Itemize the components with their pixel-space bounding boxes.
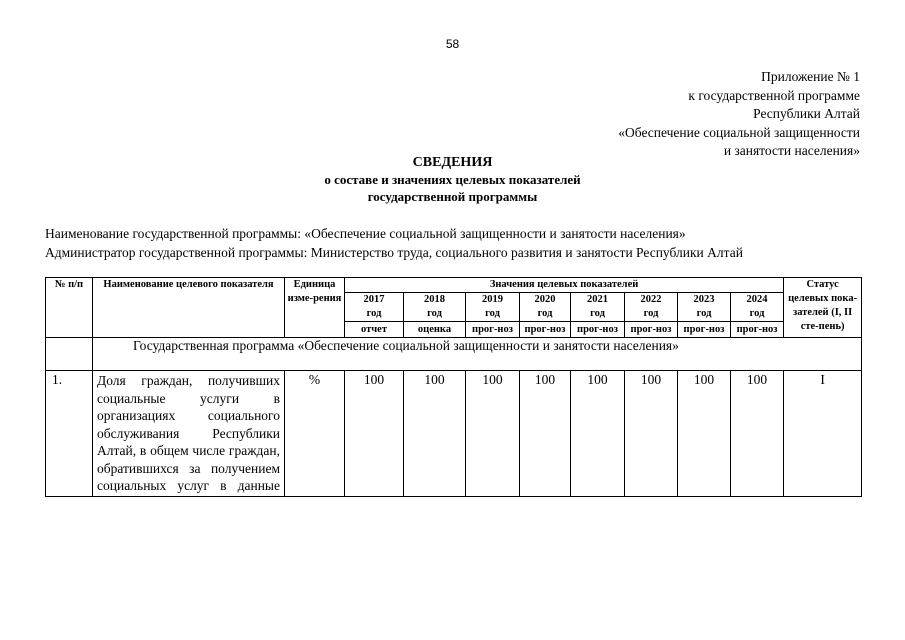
header-values-group: Значения целевых показателей: [345, 278, 784, 293]
appendix-line: Приложение № 1: [761, 69, 860, 84]
program-row: [46, 338, 862, 371]
program-meta: [45, 225, 743, 262]
header-year: 2019 год прог-ноз: [466, 293, 520, 338]
row-indicator-name: Доля граждан, получивших социальные услуги в организациях социального обслуживания Республики Алтай, в общем числе граждан, обратившихся за получением социальных услуг в данные: [93, 371, 285, 497]
row-status: I: [784, 371, 862, 497]
appendix-note: [618, 68, 860, 161]
appendix-line: к государственной программе: [688, 87, 860, 103]
row-value: 100: [731, 371, 784, 497]
header-year: 2023 год прог-ноз: [678, 293, 731, 338]
header-number: № п/п: [46, 278, 93, 338]
header-unit: Единица изме-рения: [285, 278, 345, 338]
appendix-line: и занятости населения»: [723, 143, 860, 158]
indicators-table: [45, 277, 862, 497]
header-year: 2018 год оценка: [404, 293, 466, 338]
header-year: 2020 год прог-ноз: [520, 293, 571, 338]
table-row: [46, 371, 862, 497]
document-title: [0, 154, 905, 205]
row-value: 100: [678, 371, 731, 497]
header-name: Наименование целевого показателя: [93, 278, 285, 338]
row-value: 100: [345, 371, 404, 497]
program-row-spacer: [46, 338, 93, 371]
row-value: 100: [404, 371, 466, 497]
header-status: Статус целевых пока-зателей (I, II сте-пень): [784, 278, 862, 338]
title-line-2: о составе и значениях целевых показателей: [324, 172, 581, 187]
header-year: 2017 год отчет: [345, 293, 404, 338]
row-unit: %: [285, 371, 345, 497]
row-value: 100: [571, 371, 625, 497]
row-value: 100: [520, 371, 571, 497]
header-year: 2024 год прог-ноз: [731, 293, 784, 338]
title-main: СВЕДЕНИЯ: [412, 155, 493, 170]
header-year: 2022 год прог-ноз: [625, 293, 678, 338]
appendix-line: «Обеспечение социальной защищенности: [618, 124, 860, 140]
page-number: 58: [445, 37, 460, 51]
program-name: Наименование государственной программы: «Обеспечение социальной защищенности и занятости населения»: [45, 226, 686, 241]
row-number: 1.: [46, 371, 93, 497]
row-value: 100: [466, 371, 520, 497]
appendix-line: Республики Алтай: [753, 106, 860, 121]
row-value: 100: [625, 371, 678, 497]
program-administrator: Администратор государственной программы: Министерство труда, социального развития и занятости Республики Алтай: [45, 244, 743, 260]
header-year: 2021 год прог-ноз: [571, 293, 625, 338]
program-row-label: Государственная программа «Обеспечение социальной защищенности и занятости населения»: [93, 338, 862, 371]
title-line-3: государственной программы: [367, 189, 538, 204]
